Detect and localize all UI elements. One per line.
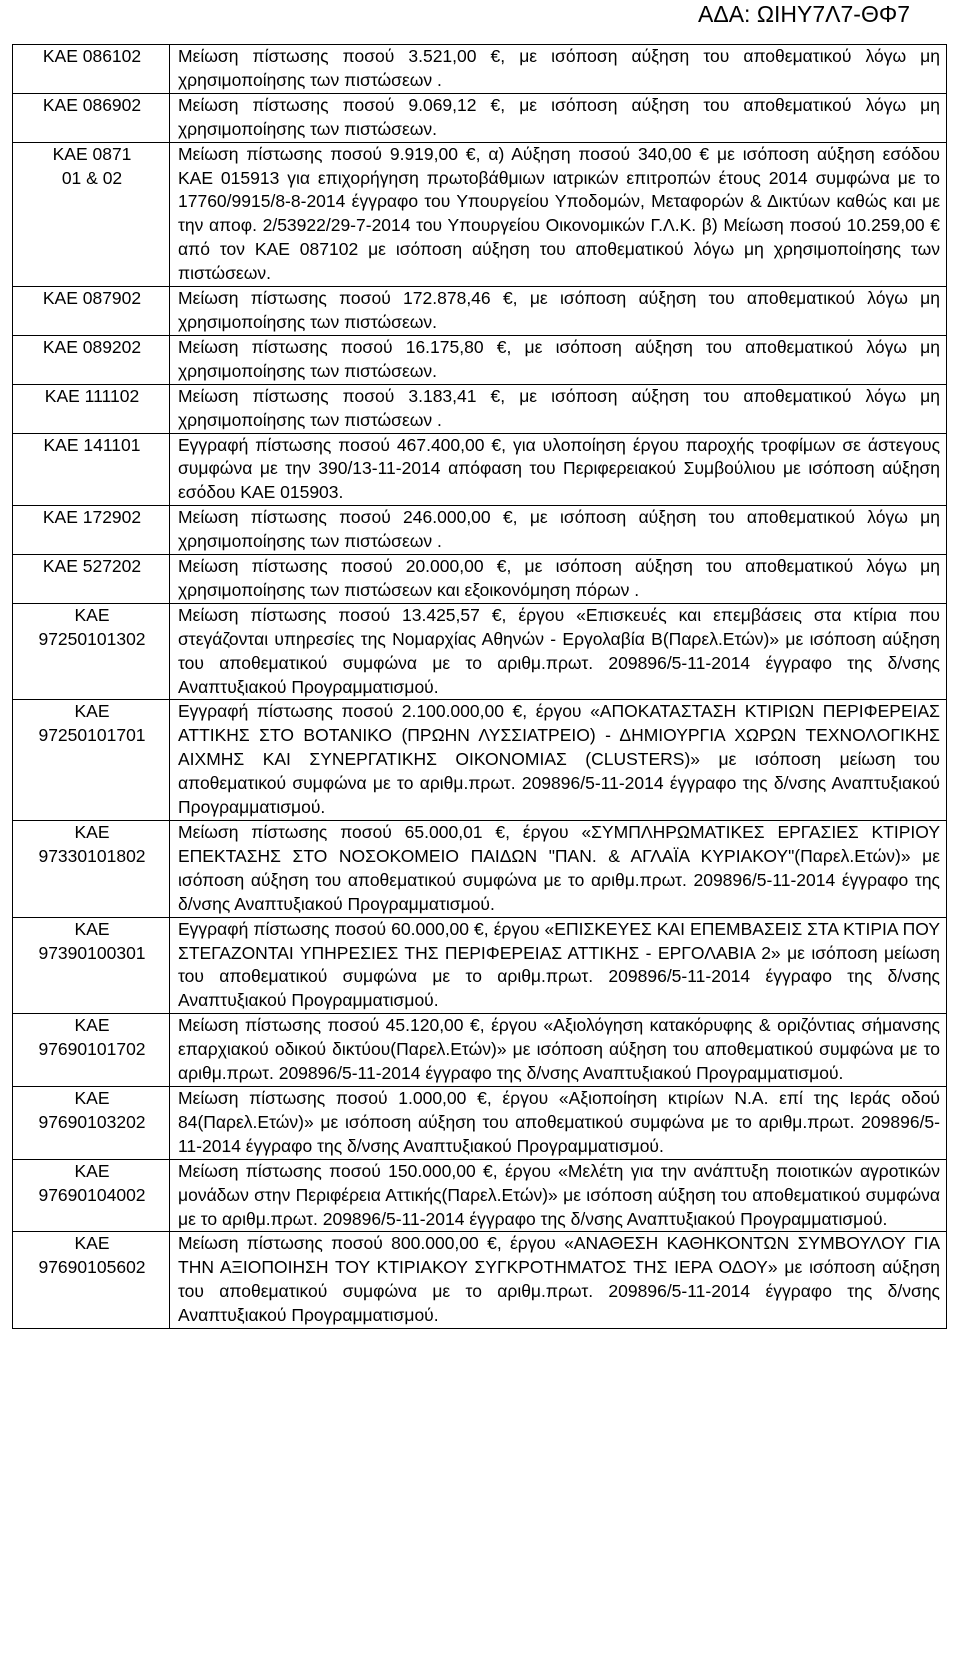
kae-code-line: ΚΑΕ 527202	[42, 556, 142, 577]
table-body	[13, 45, 947, 1329]
kae-code-line: ΚΑΕ 141101	[43, 434, 141, 455]
budget-changes-table	[12, 44, 947, 1329]
description-cell: Μείωση πίστωσης ποσού 3.183,41 €, με ισόποση αύξηση του αποθεματικού λόγω μη χρησιμοποίησης των πιστώσεων .	[170, 384, 947, 433]
description-cell: Μείωση πίστωσης ποσού 172.878,46 €, με ισόποση αύξηση του αποθεματικού λόγω μη χρησιμοποίησης των πιστώσεων.	[170, 287, 947, 336]
kae-code-cell	[13, 142, 170, 286]
table-row	[13, 93, 947, 142]
kae-code-line: ΚΑΕ	[74, 1087, 110, 1108]
kae-code-line: 97690101702	[38, 1039, 146, 1060]
kae-code-line: ΚΑΕ 089202	[42, 336, 142, 357]
table-row	[13, 821, 947, 918]
table-row	[13, 142, 947, 286]
description-cell: Εγγραφή πίστωσης ποσού 2.100.000,00 €, έργου «ΑΠΟΚΑΤΑΣΤΑΣΗ ΚΤΙΡΙΩΝ ΠΕΡΙΦΕΡΕΙΑΣ ΑΤΤΙΚΗΣ ΣΤΟ ΒΟΤΑΝΙΚΟ (ΠΡΩΗΝ ΛΥΣΣΙΑΤΡΕΙΟ) - ΔΗΜΙΟΥΡΓΙΑ ΧΩΡΩΝ ΤΕΧΝΟΛΟΓΙΚΗΣ ΑΙΧΜΗΣ ΚΑΙ ΣΥΝΕΡΓΑΤΙΚΗΣ ΟΙΚΟΝΟΜΙΑΣ (CLUSTERS)» με ισόποση μείωση του αποθεματικού συμφώνα με το αριθμ.πρωτ. 209896/5-11-2014 έγγραφο της δ/νσης Αναπτυξιακού Προγραμματισμού.	[170, 700, 947, 821]
kae-code-cell	[13, 603, 170, 700]
kae-code-line: 97690104002	[38, 1184, 146, 1205]
kae-code-line: 97250101302	[38, 628, 146, 649]
kae-code-line: ΚΑΕ	[74, 604, 110, 625]
kae-code-line: ΚΑΕ 0871	[52, 143, 132, 164]
description-cell: Μείωση πίστωσης ποσού 9.919,00 €, α) Αύξηση ποσού 340,00 € με ισόποση αύξηση εσόδου ΚΑΕ 015913 για επιχορήγηση πρωτοβάθμιων ιατρικών επιτροπών έτους 2014 συμφώνα με το 17760/9915/8-8-2014 έγγραφο του Υπουργείου Υποδομών, Μεταφορών & Δικτύων καθώς και με την αποφ. 2/53922/29-7-2014 του Υπουργείου Οικονομικών Γ.Λ.Κ. β) Μείωση ποσού 10.259,00 € από τον ΚΑΕ 087102 με ισόποση αύξηση του αποθεματικού λόγω μη χρησιμοποίησης των πιστώσεων.	[170, 142, 947, 286]
kae-code-cell	[13, 433, 170, 506]
table-row	[13, 603, 947, 700]
kae-code-cell	[13, 335, 170, 384]
kae-code-line: 97690105602	[38, 1257, 146, 1278]
description-cell: Μείωση πίστωσης ποσού 3.521,00 €, με ισόποση αύξηση του αποθεματικού λόγω μη χρησιμοποίησης των πιστώσεων .	[170, 45, 947, 94]
kae-code-cell	[13, 1014, 170, 1087]
kae-code-line: ΚΑΕ 172902	[42, 507, 142, 528]
table-row	[13, 45, 947, 94]
description-cell: Μείωση πίστωσης ποσού 246.000,00 €, με ισόποση αύξηση του αποθεματικού λόγω μη χρησιμοποίησης των πιστώσεων .	[170, 506, 947, 555]
description-cell: Μείωση πίστωσης ποσού 9.069,12 €, με ισόποση αύξηση του αποθεματικού λόγω μη χρησιμοποίησης των πιστώσεων.	[170, 93, 947, 142]
kae-code-line: ΚΑΕ 086102	[42, 46, 142, 66]
kae-code-cell	[13, 287, 170, 336]
kae-code-line: ΚΑΕ 111102	[44, 385, 140, 406]
ada-header: ΑΔΑ: ΩΙΗΥ7Λ7-ΘΦ7	[698, 1, 910, 27]
description-cell: Μείωση πίστωσης ποσού 16.175,80 €, με ισόποση αύξηση του αποθεματικού λόγω μη χρησιμοποίησης των πιστώσεων.	[170, 335, 947, 384]
kae-code-line: 01 & 02	[61, 167, 123, 188]
description-cell: Μείωση πίστωσης ποσού 45.120,00 €, έργου «Αξιολόγηση κατακόρυφης & οριζόντιας σήμανσης επαρχιακού οδικού δικτύου(Παρελ.Ετών)» με ισόποση αύξηση του αποθεματικού συμφώνα με το αριθμ.πρωτ. 209896/5-11-2014 έγγραφο της δ/νσης Αναπτυξιακού Προγραμματισμού.	[170, 1014, 947, 1087]
table-row	[13, 1159, 947, 1232]
table-row	[13, 1014, 947, 1087]
kae-code-line: ΚΑΕ 087902	[42, 288, 142, 309]
table-row	[13, 555, 947, 604]
kae-code-cell	[13, 1159, 170, 1232]
table-row	[13, 1086, 947, 1159]
kae-code-line: 97250101701	[38, 725, 146, 746]
kae-code-cell	[13, 821, 170, 918]
kae-code-line: 97690103202	[38, 1111, 146, 1132]
kae-code-line: ΚΑΕ	[74, 822, 110, 842]
table-row	[13, 506, 947, 555]
kae-code-cell	[13, 917, 170, 1014]
description-cell: Μείωση πίστωσης ποσού 20.000,00 €, με ισόποση αύξηση του αποθεματικού λόγω μη χρησιμοποίησης των πιστώσεων και εξοικονόμηση πόρων .	[170, 555, 947, 604]
description-cell: Μείωση πίστωσης ποσού 65.000,01 €, έργου «ΣΥΜΠΛΗΡΩΜΑΤΙΚΕΣ ΕΡΓΑΣΙΕΣ ΚΤΙΡΙΟΥ ΕΠΕΚΤΑΣΗΣ ΣΤΟ ΝΟΣΟΚΟΜΕΙΟ ΠΑΙΔΩΝ "ΠΑΝ. & ΑΓΛΑΪΑ ΚΥΡΙΑΚΟΥ"(Παρελ.Ετών)» με ισόποση αύξηση του αποθεματικού συμφώνα με το αριθμ.πρωτ. 209896/5-11-2014 έγγραφο της δ/νσης Αναπτυξιακού Προγραμματισμού.	[170, 821, 947, 918]
table-row	[13, 917, 947, 1014]
kae-code-cell	[13, 506, 170, 555]
kae-code-line: 97330101802	[38, 845, 146, 866]
description-cell: Εγγραφή πίστωσης ποσού 467.400,00 €, για υλοποίηση έργου παροχής τροφίμων σε άστεγους συμφώνα με την 390/13-11-2014 απόφαση του Περιφερειακού Συμβούλιου με ισόποση αύξηση εσόδου ΚΑΕ 015903.	[170, 433, 947, 506]
description-cell: Μείωση πίστωσης ποσού 1.000,00 €, έργου «Αξιοποίηση κτιρίων Ν.Α. επί της Ιεράς οδού 84(Παρελ.Ετών)» με ισόποση αύξηση του αποθεματικού συμφώνα με το αριθμ.πρωτ. 209896/5-11-2014 έγγραφο της δ/νσης Αναπτυξιακού Προγραμματισμού.	[170, 1086, 947, 1159]
kae-code-line: ΚΑΕ	[74, 1233, 110, 1254]
table-row	[13, 384, 947, 433]
kae-code-line: 97390100301	[38, 942, 146, 963]
kae-code-cell	[13, 1232, 170, 1329]
table-row	[13, 700, 947, 821]
kae-code-cell	[13, 384, 170, 433]
kae-code-line: ΚΑΕ 086902	[42, 94, 142, 115]
description-cell: Μείωση πίστωσης ποσού 13.425,57 €, έργου «Επισκευές και επεμβάσεις στα κτίρια που στεγάζονται υπηρεσίες της Νομαρχίας Αθηνών - Εργολαβία Β(Παρελ.Ετών)» με ισόποση αύξηση του αποθεματικού συμφώνα με το αριθμ.πρωτ. 209896/5-11-2014 έγγραφο της δ/νσης Αναπτυξιακού Προγραμματισμού.	[170, 603, 947, 700]
kae-code-cell	[13, 1086, 170, 1159]
table-row	[13, 1232, 947, 1329]
kae-code-cell	[13, 45, 170, 94]
kae-code-line: ΚΑΕ	[74, 1015, 110, 1036]
description-cell: Εγγραφή πίστωσης ποσού 60.000,00 €, έργου «ΕΠΙΣΚΕΥΕΣ ΚΑΙ ΕΠΕΜΒΑΣΕΙΣ ΣΤΑ ΚΤΙΡΙΑ ΠΟΥ ΣΤΕΓΑΖΟΝΤΑΙ ΥΠΗΡΕΣΙΕΣ ΤΗΣ ΠΕΡΙΦΕΡΕΙΑΣ ΑΤΤΙΚΗΣ - ΕΡΓΟΛΑΒΙΑ 2» με ισόποση μείωση του αποθεματικού συμφώνα με το αριθμ.πρωτ. 209896/5-11-2014 έγγραφο της δ/νσης Αναπτυξιακού Προγραμματισμού.	[170, 917, 947, 1014]
kae-code-line: ΚΑΕ	[74, 1160, 110, 1181]
table-row	[13, 287, 947, 336]
kae-code-cell	[13, 700, 170, 821]
table-row	[13, 335, 947, 384]
description-cell: Μείωση πίστωσης ποσού 150.000,00 €, έργου «Μελέτη για την ανάπτυξη ποιοτικών αγροτικών μονάδων στην Περιφέρεια Αττικής(Παρελ.Ετών)» με ισόποση αύξηση του αποθεματικού συμφώνα με το αριθμ.πρωτ. 209896/5-11-2014 έγγραφο της δ/νσης Αναπτυξιακού Προγραμματισμού.	[170, 1159, 947, 1232]
description-cell: Μείωση πίστωσης ποσού 800.000,00 €, έργου «ΑΝΑΘΕΣΗ ΚΑΘΗΚΟΝΤΩΝ ΣΥΜΒΟΥΛΟΥ ΓΙΑ ΤΗΝ ΑΞΙΟΠΟΙΗΣΗ ΤΟΥ ΚΤΙΡΙΑΚΟΥ ΣΥΓΚΡΟΤΗΜΑΤΟΣ ΤΗΣ ΙΕΡΑ ΟΔΟΥ» με ισόποση αύξηση του αποθεματικού συμφώνα με το αριθμ.πρωτ. 209896/5-11-2014 έγγραφο της δ/νσης Αναπτυξιακού Προγραμματισμού.	[170, 1232, 947, 1329]
kae-code-cell	[13, 93, 170, 142]
kae-code-line: ΚΑΕ	[74, 918, 110, 939]
table-row	[13, 433, 947, 506]
kae-code-line: ΚΑΕ	[74, 701, 110, 722]
kae-code-cell	[13, 555, 170, 604]
